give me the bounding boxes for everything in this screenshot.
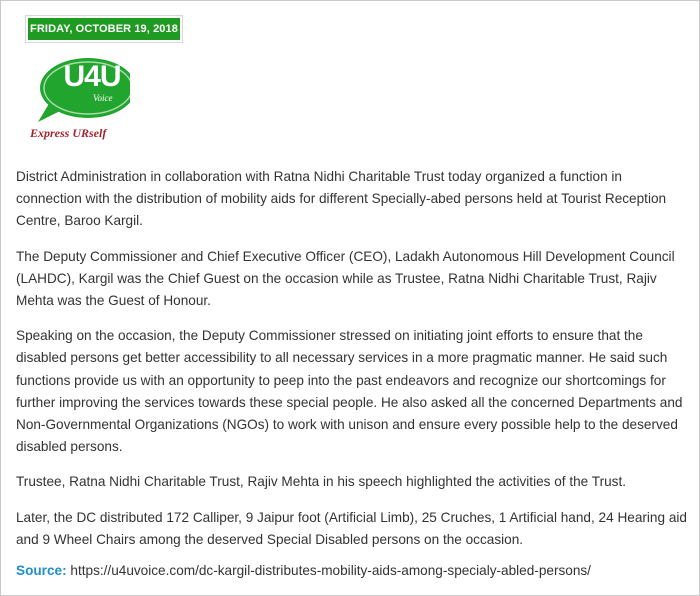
logo-brand: U4U (63, 60, 121, 93)
source-line (16, 560, 688, 582)
date-badge: FRIDAY, OCTOBER 19, 2018 (26, 16, 182, 42)
article-paragraph: Later, the DC distributed 172 Calliper, 9 Jaipur foot (Artificial Limb), 25 Cruches, 1 Artificial hand, 24 Hearing aid and 9 Wheel Chairs among the deserved Special Disabled persons on the occasion. (16, 509, 687, 547)
logo-tagline: Express URself (30, 126, 107, 140)
article-paragraph: Trustee, Ratna Nidhi Charitable Trust, Rajiv Mehta in his speech highlighted the activities of the Trust. (16, 474, 627, 490)
article-paragraph: District Administration in collaboration with Ratna Nidhi Charitable Trust today organized a function in connection with the distribution of mobility aids for different Specially-abed persons held at Tourist Reception Centre, Baroo Kargil. (16, 169, 667, 229)
article-paragraph: The Deputy Commissioner and Chief Executive Officer (CEO), Ladakh Autonomous Hill Development Council (LAHDC), Kargil was the Chief Guest on the occasion while as Trustee, Ratna Nidhi Charitable Trust, Rajiv Mehta was the Guest of Honour. (16, 248, 675, 309)
source-label: Source: (16, 563, 67, 578)
logo-sub: Voice (93, 93, 113, 103)
source-url-link[interactable]: https://u4uvoice.com/dc-kargil-distributes-mobility-aids-among-specialy-abled-persons/ (70, 563, 591, 578)
article-paragraph: Speaking on the occasion, the Deputy Commissioner stressed on initiating joint efforts to ensure that the disabled persons get better accessibility to all necessary services in a more pragmatic manner. He said such functions provide us with an opportunity to peep into the past endeavors and recognize our shortcomings for further improving the services towards these special people. He also asked all the concerned Departments and Non-Governmental Organizations (NGOs) to work with unison and ensure every possible help to the deserved disabled persons. (16, 328, 683, 455)
article-body (16, 166, 688, 564)
